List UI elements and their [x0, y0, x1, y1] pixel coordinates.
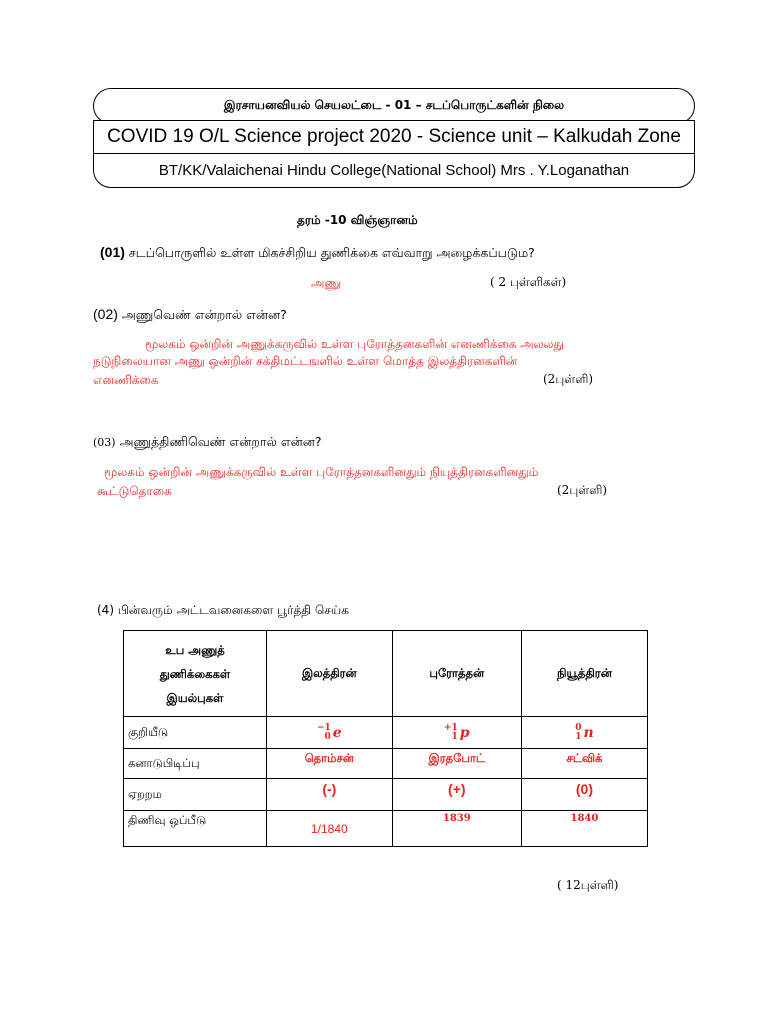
table-corner-cell [124, 631, 267, 717]
table-row-discovery [124, 749, 648, 779]
proton-mass-number: 1 [451, 731, 458, 742]
marks-4: ( 12புள்ளி) [557, 878, 619, 892]
proton-charge: +1 [443, 722, 458, 733]
worksheet-title-text: இரசாயனவியல் செயலட்டை - 01 – சடப்பொருட்களின் நிலை [223, 98, 565, 112]
row-label-charge: ஏறறம [124, 779, 267, 811]
answer-2-line-3: எனணிக்கை [93, 373, 159, 387]
marks-3: (2புள்ளி) [557, 483, 608, 497]
symbol-electron [267, 717, 393, 749]
row-label-symbol: குறியீடு [124, 717, 267, 749]
school-banner [93, 152, 695, 188]
table-row-mass [124, 811, 648, 847]
neutron-charge: 0 [575, 722, 582, 733]
subatomic-particles-table [123, 630, 648, 847]
marks-1: ( 2 புள்ளிகள்) [490, 275, 567, 289]
corner-line-3: இயல்புகள் [166, 690, 224, 705]
question-2-number: (02) [93, 306, 118, 322]
charge-neutron: (0) [521, 779, 647, 811]
electron-charge: −1 [316, 722, 331, 733]
mass-neutron: 1840 [521, 811, 647, 847]
question-4: (4) பின்வரும் அட்டவனைகளை பூர்த்தி செய்க [97, 603, 349, 617]
symbol-neutron [521, 717, 647, 749]
proton-letter: p [459, 724, 470, 741]
marks-2: (2புள்ளி) [543, 372, 594, 386]
question-1-text: சடப்பொருளில் உள்ள மிகச்சிறிய துணிக்கை எவ்வாறு அழைக்கப்படும? [128, 245, 535, 260]
neutron-mass-number: 1 [575, 731, 582, 742]
table-row-symbol [124, 717, 648, 749]
answer-3-line-2: கூட்டுதொகை [97, 484, 172, 498]
table-row-charge [124, 779, 648, 811]
column-header-electron: இலத்திரன் [267, 631, 393, 717]
electron-letter: e [332, 724, 342, 741]
discoverer-proton: இரதபோட் [392, 749, 521, 779]
worksheet-title [93, 88, 695, 124]
school-banner-text: BT/KK/Valaichenai Hindu College(National School) Mrs . Y.Loganathan [158, 161, 630, 179]
grade-line: தரம் -10 விஞ்ஞானம் [297, 213, 418, 227]
project-banner [93, 120, 695, 154]
row-label-discovery: கனாடுபிடிப்பு [124, 749, 267, 779]
mass-proton: 1839 [392, 811, 521, 847]
charge-proton: (+) [392, 779, 521, 811]
project-banner-text: COVID 19 O/L Science project 2020 - Science unit – Kalkudah Zone [107, 126, 681, 147]
answer-2-line-2: நடுநிலையான அணு ஒன்றின் சக்திமட்டஙளில் உள்ள மொத்த இலத்திரனகளின் [93, 354, 518, 368]
question-3-number: (03) [93, 436, 116, 449]
row-label-mass: திணிவு ஒப்பீடு [124, 811, 267, 847]
symbol-proton [392, 717, 521, 749]
answer-2-line-1: மூலகம் ஒன்றின் அணுக்கருவில் உள்ள புரோத்தனகளின் எனணிக்கை அலலது [145, 337, 564, 351]
answer-3-line-1: மூலகம் ஒன்றின் அணுக்கருவில் உள்ள புரோத்தனகளினதும் நியுத்திரனகளினதும் [104, 465, 539, 479]
corner-line-2: துணிக்கைகள் [159, 666, 231, 681]
discoverer-electron: தொம்சன் [267, 749, 393, 779]
corner-line-1: உப அணுத் [165, 642, 225, 657]
question-2 [93, 306, 287, 324]
question-3 [93, 434, 321, 451]
electron-mass-number: 0 [324, 731, 331, 742]
question-1 [100, 244, 535, 262]
charge-electron: (-) [267, 779, 393, 811]
discoverer-neutron: சட்விக் [521, 749, 647, 779]
question-1-number: (01) [100, 244, 125, 260]
question-2-text: அணுவெண் என்றால் என்ன? [121, 307, 287, 322]
question-3-text: அணுத்திணிவெண் என்றால் என்ன? [119, 434, 322, 449]
answer-1: அணு [311, 276, 342, 290]
neutron-letter: n [583, 724, 594, 741]
column-header-neutron: நியூத்திரன் [521, 631, 647, 717]
table-header-row [124, 631, 648, 717]
mass-electron: 1/1840 [267, 811, 393, 847]
column-header-proton: புரோத்தன் [392, 631, 521, 717]
